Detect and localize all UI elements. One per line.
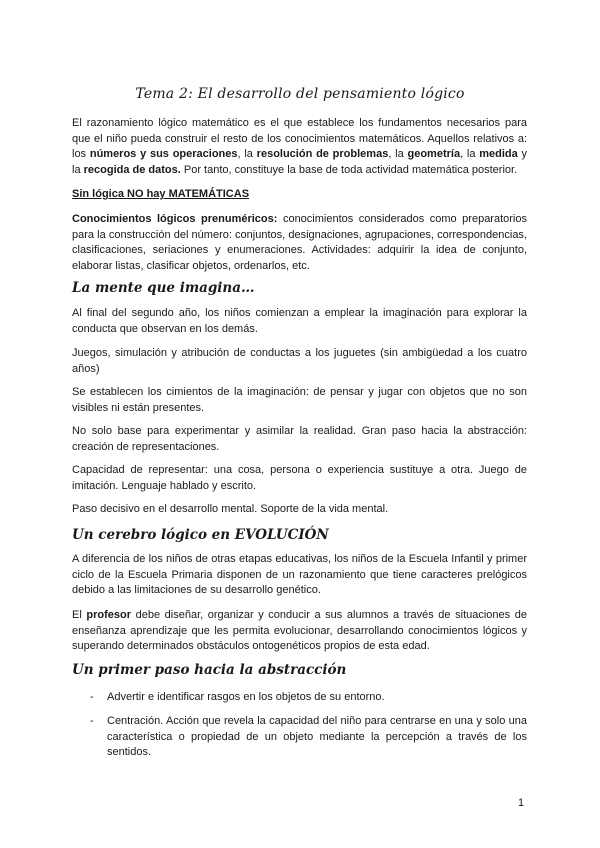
mente-paragraph: Al final del segundo año, los niños comienzan a emplear la imaginación para explorar la conducta que observan en los demás. (72, 307, 527, 335)
mente-paragraph: Se establecen los cimientos de la imaginación: de pensar y jugar con objetos que no son visibles ni están presentes. (72, 386, 527, 414)
bold-term-profesor: profesor (86, 609, 131, 621)
list-item (90, 714, 527, 761)
mente-paragraph: Juegos, simulación y atribución de conductas a los juguetes (sin ambigüedad a los cuatro años) (72, 347, 527, 375)
prenumericos-label: Conocimientos lógicos prenuméricos: (72, 213, 278, 225)
mente-paragraph: Paso decisivo en el desarrollo mental. Soporte de la vida mental. (72, 503, 389, 515)
bold-term-recogida: recogida de datos. (83, 163, 181, 176)
cerebro-text: El (72, 609, 87, 621)
intro-text: Por tanto, constituye la base de toda actividad matemática posterior. (180, 163, 518, 176)
prenumericos-text: conocimientos considerados como preparatorios para la construcción del número: conjuntos, designaciones, agrupaciones, correspondencias, clasificaciones, seriaciones y enumeraciones. Actividades: adquirir la idea de conjunto, elaborar listas, clasificar objetos, ordenarlos, etc. (72, 213, 527, 272)
list-item (90, 690, 527, 706)
intro-text: El razonamiento lógico matemático es el que establece los fundamentos necesarios para que el niño pueda construir el resto de los conocimientos matemáticos. Aquellos relativos a: los (72, 117, 527, 160)
cerebro-paragraph-2 (72, 608, 527, 655)
prenumericos-paragraph (72, 212, 527, 274)
intro-text: y la (72, 148, 528, 176)
intro-text: , la (237, 148, 257, 160)
heading-primer-paso: Un primer paso hacia la abstracción (72, 662, 347, 678)
list-bullet: - (90, 715, 94, 727)
bold-term-resolucion: resolución de problemas (256, 148, 389, 160)
heading-cerebro: Un cerebro lógico en EVOLUCIÓN (72, 527, 329, 543)
cerebro-paragraph-1: A diferencia de los niños de otras etapas educativas, los niños de la Escuela Infantil y primer ciclo de la Escuela Primaria disponen de un razonamiento que tiene caracteres prelógicos debido a las limitaciones de su desarrollo genético. (72, 553, 527, 596)
intro-paragraph (72, 116, 527, 178)
intro-text: , la (388, 148, 408, 160)
bold-term-numeros: números y sus operaciones (89, 148, 238, 160)
bold-term-geometria: geometría (407, 148, 461, 160)
list-item-text: Centración. Acción que revela la capacidad del niño para centrarse en una y solo una característica o propiedad de un objeto mediante la percepción a través de los sentidos. (107, 715, 527, 758)
intro-text: , la (460, 148, 480, 160)
list-item-text: Advertir e identificar rasgos en los objetos de su entorno. (107, 691, 385, 703)
mente-paragraph: Capacidad de representar: una cosa, persona o experiencia sustituye a otra. Juego de imitación. Lenguaje hablado y escrito. (72, 464, 527, 492)
mente-paragraph: No solo base para experimentar y asimilar la realidad. Gran paso hacia la abstracción: creación de representaciones. (72, 425, 527, 453)
list-bullet: - (90, 691, 94, 703)
heading-sin-logica: Sin lógica NO hay MATEMÁTICAS (72, 188, 250, 200)
cerebro-text: debe diseñar, organizar y conducir a sus alumnos a través de situaciones de enseñanza aprendizaje que les permita evolucionar, desarrollando conocimientos lógicos y superando determinados obstáculos ontogenéticos propios de esta edad. (72, 609, 527, 652)
document-title: Tema 2: El desarrollo del pensamiento lógico (135, 86, 465, 102)
bold-term-medida: medida (479, 148, 518, 160)
heading-mente: La mente que imagina… (72, 280, 255, 296)
page-number: 1 (518, 797, 525, 809)
